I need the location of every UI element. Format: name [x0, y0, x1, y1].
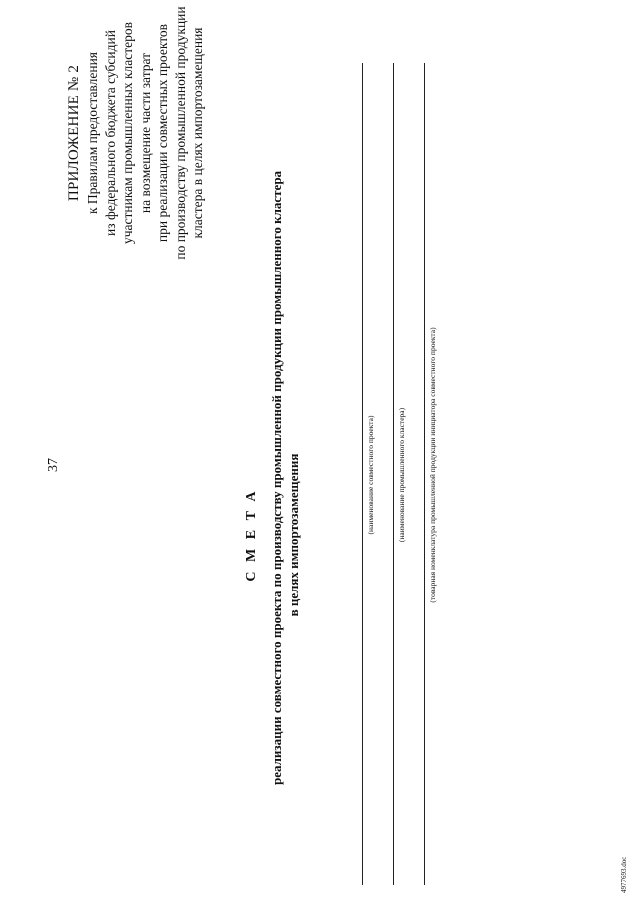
- appendix-title: ПРИЛОЖЕНИЕ № 2: [66, 64, 82, 202]
- cluster-name-line[interactable]: [393, 63, 394, 885]
- product-nomenclature-caption: (товарная номенклатура промышленной продукции инициатора совместного проекта): [428, 327, 437, 603]
- appendix-line: участникам промышленных кластеров: [120, 21, 135, 245]
- appendix-line: при реализации совместных проектов: [155, 23, 170, 243]
- document-file-code: 4977693.doc: [620, 856, 628, 893]
- product-nomenclature-line[interactable]: [424, 63, 425, 885]
- appendix-line: на возмещение части затрат: [137, 52, 153, 214]
- document-subtitle-line: в целях импортозамещения: [286, 453, 301, 617]
- document-subtitle-line: реализации совместного проекта по производству промышленной продукции промышленного кластера: [269, 170, 284, 785]
- page-number: 37: [46, 458, 61, 472]
- project-name-line[interactable]: [362, 63, 363, 885]
- appendix-line: к Правилам предоставления: [85, 51, 100, 215]
- document-title: С М Е Т А: [244, 488, 259, 582]
- cluster-name-caption: (наименование промышленного кластера): [397, 407, 406, 543]
- appendix-line: кластера в целях импортозамещения: [190, 27, 205, 239]
- appendix-line: по производству промышленной продукции: [172, 6, 188, 260]
- appendix-header: [64, 0, 207, 283]
- appendix-line: из федерального бюджета субсидий: [102, 30, 118, 236]
- project-name-caption: (наименование совместного проекта): [366, 415, 375, 535]
- document-title-block: [244, 170, 302, 785]
